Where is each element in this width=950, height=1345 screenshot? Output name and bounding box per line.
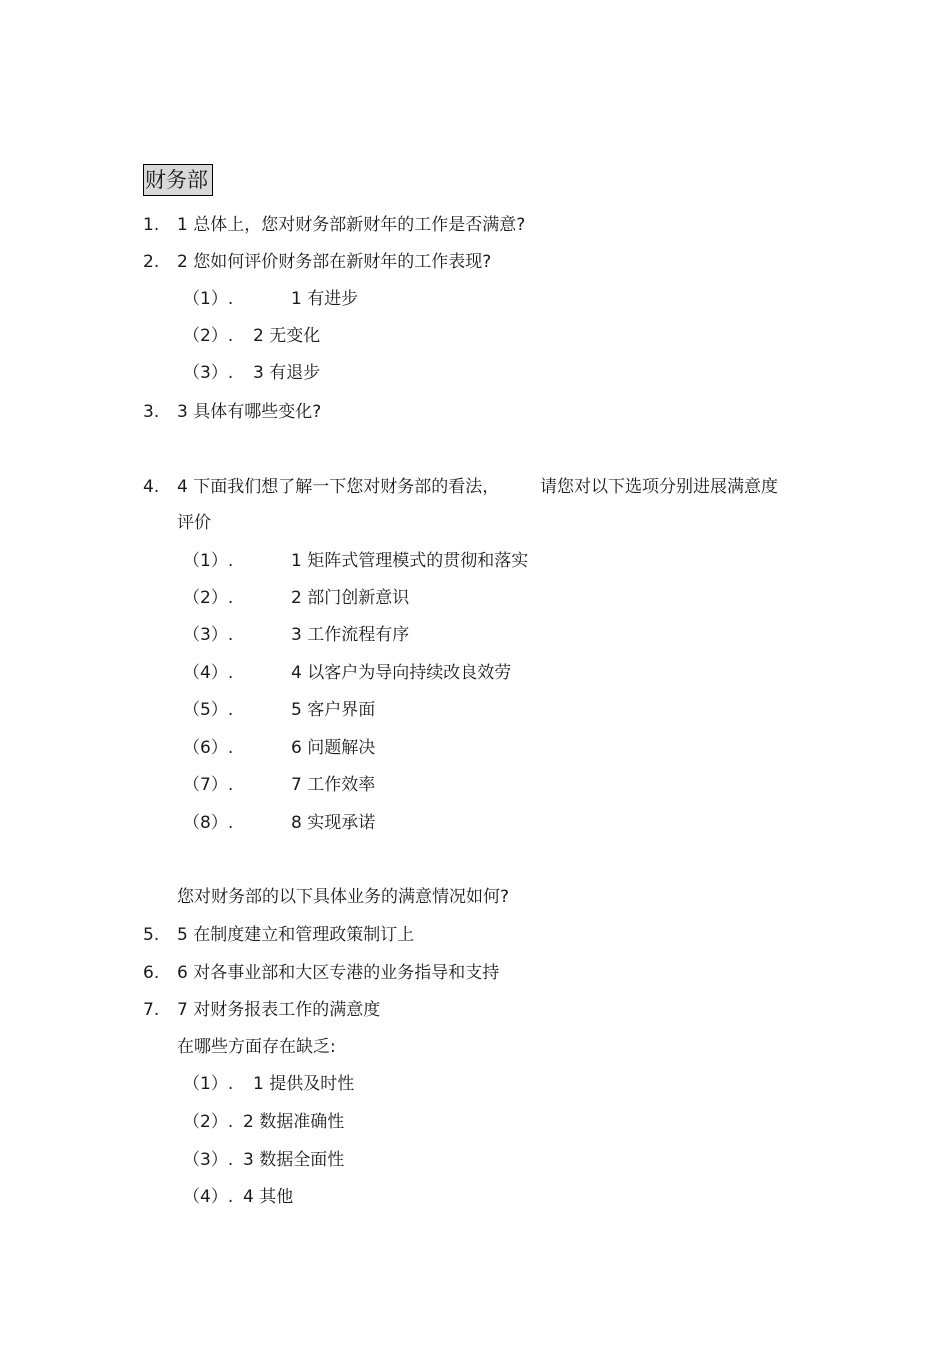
q4-option-text: 3 工作流程有序 [291,625,410,645]
q4-option-text: 5 客户界面 [291,700,376,720]
q2-text: 2 您如何评价财务部在新财年的工作表现? [177,252,492,272]
q2-option-index: （3）. [183,363,234,383]
q2-option-index: （1）. [183,289,234,309]
q2-number: 2. [143,252,160,272]
q6-text: 6 对各事业部和大区专港的业务指导和支持 [177,963,500,983]
q4-option-index: （3）. [183,625,234,645]
q4-text-part2: 请您对以下选项分别进展满意度 [540,477,778,497]
q7-option-text: 2 数据准确性 [243,1112,345,1132]
q2-option-text: 2 无变化 [253,326,321,346]
q7-option-index: （2）. [183,1112,234,1132]
q4-option-text: 4 以客户为导向持续改良效劳 [291,663,512,683]
q7-number: 7. [143,1000,160,1020]
q1-number: 1. [143,215,160,235]
q2-option-index: （2）. [183,326,234,346]
q4-option-text: 6 问题解决 [291,738,376,758]
q4-text-continuation: 评价 [177,513,211,533]
q6-number: 6. [143,963,160,983]
q3-text: 3 具体有哪些变化? [177,402,322,422]
q4-option-text: 2 部门创新意识 [291,588,410,608]
business-intro: 您对财务部的以下具体业务的满意情况如何? [177,887,510,907]
section-title: 财务部 [143,164,213,196]
q7-option-text: 4 其他 [243,1187,294,1207]
q4-text-part1: 4 下面我们想了解一下您对财务部的看法， [177,477,500,497]
q1-text: 1 总体上，您对财务部新财年的工作是否满意? [177,215,526,235]
q7-option-index: （4）. [183,1187,234,1207]
q7-option-text: 1 提供及时性 [253,1074,355,1094]
q4-option-index: （5）. [183,700,234,720]
q7-option-index: （1）. [183,1074,234,1094]
q2-option-text: 1 有进步 [291,289,359,309]
q4-option-text: 7 工作效率 [291,775,376,795]
q4-option-index: （2）. [183,588,234,608]
q2-option-text: 3 有退步 [253,363,321,383]
q4-number: 4. [143,477,160,497]
q4-option-index: （7）. [183,775,234,795]
q7-subtitle: 在哪些方面存在缺乏: [177,1037,336,1057]
q7-text: 7 对财务报表工作的满意度 [177,1000,381,1020]
q4-option-index: （4）. [183,663,234,683]
q4-option-text: 1 矩阵式管理模式的贯彻和落实 [291,551,529,571]
q4-option-text: 8 实现承诺 [291,813,376,833]
q4-option-index: （8）. [183,813,234,833]
q4-option-index: （6）. [183,738,234,758]
q5-number: 5. [143,925,160,945]
q4-option-index: （1）. [183,551,234,571]
q3-number: 3. [143,402,160,422]
q5-text: 5 在制度建立和管理政策制订上 [177,925,415,945]
q7-option-index: （3）. [183,1150,234,1170]
q7-option-text: 3 数据全面性 [243,1150,345,1170]
